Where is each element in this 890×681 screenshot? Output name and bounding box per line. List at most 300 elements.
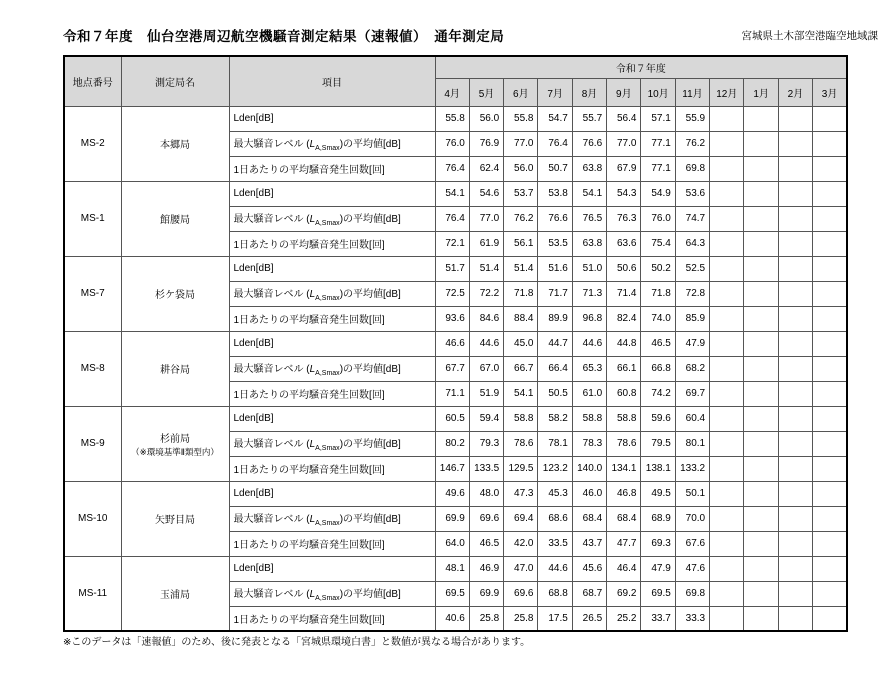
item-label-symbol: L bbox=[309, 289, 316, 300]
value-cell bbox=[744, 156, 778, 181]
value-cell: 70.0 bbox=[675, 506, 709, 531]
value-cell bbox=[744, 131, 778, 156]
item-label-text: Lden[dB] bbox=[233, 263, 274, 274]
value-cell bbox=[744, 231, 778, 256]
item-label-cell bbox=[229, 156, 435, 181]
value-cell: 33.3 bbox=[675, 606, 709, 631]
value-cell: 25.2 bbox=[607, 606, 641, 631]
value-cell: 71.4 bbox=[607, 281, 641, 306]
value-cell: 69.5 bbox=[641, 581, 675, 606]
value-cell: 55.9 bbox=[675, 106, 709, 131]
value-cell bbox=[710, 256, 744, 281]
value-cell: 68.2 bbox=[675, 356, 709, 381]
value-cell: 76.4 bbox=[435, 206, 469, 231]
item-label-cell bbox=[229, 356, 435, 381]
header-month: 5月 bbox=[469, 78, 503, 106]
value-cell bbox=[778, 406, 812, 431]
item-label-cell bbox=[229, 506, 435, 531]
value-cell bbox=[710, 581, 744, 606]
value-cell bbox=[813, 406, 847, 431]
table-row bbox=[64, 181, 847, 206]
value-cell: 77.0 bbox=[504, 131, 538, 156]
item-label-pre: 最大騒音レベル ( bbox=[233, 139, 310, 150]
value-cell: 43.7 bbox=[572, 531, 606, 556]
value-cell bbox=[778, 306, 812, 331]
value-cell: 69.9 bbox=[435, 506, 469, 531]
value-cell: 53.5 bbox=[538, 231, 572, 256]
value-cell: 66.7 bbox=[504, 356, 538, 381]
value-cell: 17.5 bbox=[538, 606, 572, 631]
item-label-cell bbox=[229, 581, 435, 606]
item-label-symbol: L bbox=[309, 214, 316, 225]
value-cell: 123.2 bbox=[538, 456, 572, 481]
item-label-text: Lden[dB] bbox=[233, 563, 274, 574]
item-label-cell bbox=[229, 281, 435, 306]
value-cell: 76.4 bbox=[538, 131, 572, 156]
item-label-pre: 最大騒音レベル ( bbox=[233, 364, 310, 375]
value-cell bbox=[778, 606, 812, 631]
value-cell: 57.1 bbox=[641, 106, 675, 131]
value-cell: 71.8 bbox=[641, 281, 675, 306]
value-cell bbox=[744, 281, 778, 306]
value-cell: 25.8 bbox=[504, 606, 538, 631]
value-cell bbox=[710, 131, 744, 156]
value-cell: 79.5 bbox=[641, 431, 675, 456]
table-row bbox=[64, 481, 847, 506]
value-cell: 71.8 bbox=[504, 281, 538, 306]
value-cell bbox=[744, 531, 778, 556]
item-label-symbol: L bbox=[309, 439, 316, 450]
item-label-post: )の平均値[dB] bbox=[339, 439, 401, 450]
item-label-post: )の平均値[dB] bbox=[339, 514, 401, 525]
value-cell: 72.8 bbox=[675, 281, 709, 306]
value-cell: 47.0 bbox=[504, 556, 538, 581]
value-cell bbox=[710, 331, 744, 356]
value-cell: 76.6 bbox=[572, 131, 606, 156]
table-row bbox=[64, 331, 847, 356]
value-cell: 60.8 bbox=[607, 381, 641, 406]
header-item: 項目 bbox=[229, 56, 435, 106]
value-cell bbox=[710, 181, 744, 206]
value-cell: 67.7 bbox=[435, 356, 469, 381]
value-cell: 54.9 bbox=[641, 181, 675, 206]
value-cell bbox=[744, 556, 778, 581]
value-cell: 60.4 bbox=[675, 406, 709, 431]
value-cell bbox=[710, 106, 744, 131]
header-month: 9月 bbox=[607, 78, 641, 106]
item-label-subscript: A,Smax bbox=[315, 520, 340, 527]
item-label-pre: 最大騒音レベル ( bbox=[233, 589, 310, 600]
station-id-cell: MS-9 bbox=[64, 406, 121, 481]
value-cell: 69.8 bbox=[675, 156, 709, 181]
item-label-subscript: A,Smax bbox=[315, 370, 340, 377]
station-name-cell bbox=[121, 181, 229, 256]
value-cell: 76.2 bbox=[675, 131, 709, 156]
value-cell bbox=[778, 581, 812, 606]
value-cell: 56.0 bbox=[504, 156, 538, 181]
item-label-post: )の平均値[dB] bbox=[339, 289, 401, 300]
value-cell bbox=[744, 406, 778, 431]
header-month: 8月 bbox=[572, 78, 606, 106]
value-cell: 93.6 bbox=[435, 306, 469, 331]
value-cell: 69.2 bbox=[607, 581, 641, 606]
item-label-text: 1日あたりの平均騒音発生回数[回] bbox=[233, 614, 385, 626]
value-cell: 33.5 bbox=[538, 531, 572, 556]
item-label-post: )の平均値[dB] bbox=[339, 139, 401, 150]
value-cell: 96.8 bbox=[572, 306, 606, 331]
value-cell: 76.9 bbox=[469, 131, 503, 156]
station-id-cell: MS-8 bbox=[64, 331, 121, 406]
value-cell: 56.1 bbox=[504, 231, 538, 256]
value-cell bbox=[710, 531, 744, 556]
value-cell bbox=[813, 106, 847, 131]
station-name-line1: 玉浦局 bbox=[160, 589, 190, 601]
value-cell: 53.8 bbox=[538, 181, 572, 206]
value-cell: 50.1 bbox=[675, 481, 709, 506]
value-cell: 46.4 bbox=[607, 556, 641, 581]
value-cell: 133.2 bbox=[675, 456, 709, 481]
item-label-pre: 最大騒音レベル ( bbox=[233, 439, 310, 450]
value-cell: 68.7 bbox=[572, 581, 606, 606]
value-cell: 69.3 bbox=[641, 531, 675, 556]
value-cell: 47.7 bbox=[607, 531, 641, 556]
value-cell bbox=[778, 106, 812, 131]
value-cell bbox=[710, 281, 744, 306]
value-cell: 44.8 bbox=[607, 331, 641, 356]
noise-table bbox=[63, 55, 848, 632]
value-cell bbox=[778, 206, 812, 231]
value-cell: 46.5 bbox=[469, 531, 503, 556]
value-cell: 47.9 bbox=[641, 556, 675, 581]
value-cell: 74.0 bbox=[641, 306, 675, 331]
station-name-line1: 館腰局 bbox=[160, 215, 190, 226]
value-cell: 85.9 bbox=[675, 306, 709, 331]
value-cell bbox=[778, 556, 812, 581]
value-cell bbox=[778, 381, 812, 406]
item-label-cell bbox=[229, 181, 435, 206]
station-name-line1: 杉ケ袋局 bbox=[155, 290, 195, 301]
item-label-symbol: L bbox=[309, 139, 316, 150]
value-cell: 63.8 bbox=[572, 156, 606, 181]
value-cell: 44.6 bbox=[538, 556, 572, 581]
value-cell: 69.6 bbox=[469, 506, 503, 531]
value-cell bbox=[813, 281, 847, 306]
item-label-text: Lden[dB] bbox=[233, 488, 274, 499]
item-label-subscript: A,Smax bbox=[315, 295, 340, 302]
value-cell: 75.4 bbox=[641, 231, 675, 256]
value-cell: 67.6 bbox=[675, 531, 709, 556]
header-point-no: 地点番号 bbox=[64, 56, 121, 106]
value-cell: 76.3 bbox=[607, 206, 641, 231]
value-cell: 77.1 bbox=[641, 156, 675, 181]
value-cell: 46.5 bbox=[641, 331, 675, 356]
value-cell bbox=[778, 506, 812, 531]
value-cell: 54.1 bbox=[572, 181, 606, 206]
value-cell bbox=[778, 131, 812, 156]
item-label-post: )の平均値[dB] bbox=[339, 364, 401, 375]
item-label-text: 1日あたりの平均騒音発生回数[回] bbox=[233, 315, 385, 326]
value-cell bbox=[813, 306, 847, 331]
value-cell: 72.1 bbox=[435, 231, 469, 256]
value-cell: 69.4 bbox=[504, 506, 538, 531]
value-cell: 78.6 bbox=[504, 431, 538, 456]
value-cell: 76.5 bbox=[572, 206, 606, 231]
item-label-post: )の平均値[dB] bbox=[339, 214, 401, 225]
value-cell bbox=[813, 556, 847, 581]
value-cell: 54.7 bbox=[538, 106, 572, 131]
value-cell: 76.2 bbox=[504, 206, 538, 231]
value-cell: 54.1 bbox=[504, 381, 538, 406]
value-cell bbox=[813, 581, 847, 606]
value-cell bbox=[778, 431, 812, 456]
value-cell: 78.6 bbox=[607, 431, 641, 456]
value-cell: 69.5 bbox=[435, 581, 469, 606]
value-cell: 44.6 bbox=[469, 331, 503, 356]
footnote: ※このデータは「速報値」のため、後に発表となる「宮城県環境白書」と数値が異なる場合があります。 bbox=[63, 637, 531, 648]
station-name-line1: 本郷局 bbox=[160, 140, 190, 151]
value-cell: 66.1 bbox=[607, 356, 641, 381]
value-cell: 40.6 bbox=[435, 606, 469, 631]
department-label: 宮城県土木部空港臨空地域課 bbox=[741, 30, 878, 42]
value-cell: 45.0 bbox=[504, 331, 538, 356]
value-cell: 46.0 bbox=[572, 481, 606, 506]
value-cell: 55.8 bbox=[504, 106, 538, 131]
station-id-cell: MS-7 bbox=[64, 256, 121, 331]
value-cell: 77.1 bbox=[641, 131, 675, 156]
value-cell bbox=[744, 581, 778, 606]
value-cell: 46.6 bbox=[435, 331, 469, 356]
value-cell: 72.2 bbox=[469, 281, 503, 306]
item-label-text: 1日あたりの平均騒音発生回数[回] bbox=[233, 165, 385, 176]
value-cell bbox=[710, 306, 744, 331]
value-cell bbox=[710, 606, 744, 631]
value-cell: 51.7 bbox=[435, 256, 469, 281]
value-cell bbox=[744, 256, 778, 281]
value-cell: 62.4 bbox=[469, 156, 503, 181]
value-cell: 44.6 bbox=[572, 331, 606, 356]
item-label-cell bbox=[229, 406, 435, 431]
value-cell: 59.4 bbox=[469, 406, 503, 431]
item-label-pre: 最大騒音レベル ( bbox=[233, 514, 310, 525]
value-cell bbox=[778, 181, 812, 206]
value-cell bbox=[744, 606, 778, 631]
value-cell bbox=[710, 556, 744, 581]
value-cell: 69.9 bbox=[469, 581, 503, 606]
item-label-text: 1日あたりの平均騒音発生回数[回] bbox=[233, 390, 385, 401]
value-cell: 51.4 bbox=[504, 256, 538, 281]
value-cell: 68.9 bbox=[641, 506, 675, 531]
table-row bbox=[64, 556, 847, 581]
value-cell: 64.0 bbox=[435, 531, 469, 556]
value-cell: 88.4 bbox=[504, 306, 538, 331]
value-cell: 56.4 bbox=[607, 106, 641, 131]
station-name-cell bbox=[121, 106, 229, 181]
value-cell bbox=[744, 481, 778, 506]
station-id-cell: MS-11 bbox=[64, 556, 121, 631]
value-cell bbox=[813, 156, 847, 181]
value-cell: 76.0 bbox=[641, 206, 675, 231]
item-label-post: )の平均値[dB] bbox=[339, 589, 401, 600]
value-cell: 51.4 bbox=[469, 256, 503, 281]
value-cell: 61.9 bbox=[469, 231, 503, 256]
value-cell: 55.7 bbox=[572, 106, 606, 131]
value-cell bbox=[813, 381, 847, 406]
page-title: 令和７年度 仙台空港周辺航空機騒音測定結果（速報値） 通年測定局 bbox=[63, 29, 505, 44]
station-name-cell bbox=[121, 256, 229, 331]
value-cell bbox=[710, 231, 744, 256]
item-label-text: Lden[dB] bbox=[233, 113, 274, 124]
item-label-cell bbox=[229, 381, 435, 406]
station-name-cell bbox=[121, 481, 229, 556]
header-month: 1月 bbox=[744, 78, 778, 106]
item-label-text: Lden[dB] bbox=[233, 338, 274, 349]
noise-table-container bbox=[63, 55, 848, 632]
value-cell bbox=[710, 156, 744, 181]
value-cell: 49.6 bbox=[435, 481, 469, 506]
item-label-cell bbox=[229, 256, 435, 281]
value-cell: 77.0 bbox=[469, 206, 503, 231]
value-cell bbox=[813, 356, 847, 381]
item-label-cell bbox=[229, 331, 435, 356]
value-cell: 76.0 bbox=[435, 131, 469, 156]
value-cell: 50.6 bbox=[607, 256, 641, 281]
value-cell bbox=[778, 256, 812, 281]
value-cell: 82.4 bbox=[607, 306, 641, 331]
value-cell: 26.5 bbox=[572, 606, 606, 631]
value-cell: 76.4 bbox=[435, 156, 469, 181]
value-cell bbox=[744, 431, 778, 456]
item-label-text: 1日あたりの平均騒音発生回数[回] bbox=[233, 540, 385, 551]
header-month: 4月 bbox=[435, 78, 469, 106]
value-cell: 72.5 bbox=[435, 281, 469, 306]
value-cell: 76.6 bbox=[538, 206, 572, 231]
value-cell: 69.7 bbox=[675, 381, 709, 406]
item-label-subscript: A,Smax bbox=[315, 445, 340, 452]
value-cell bbox=[710, 431, 744, 456]
value-cell bbox=[744, 206, 778, 231]
station-name-cell bbox=[121, 331, 229, 406]
value-cell bbox=[813, 256, 847, 281]
value-cell bbox=[813, 481, 847, 506]
station-id-cell: MS-10 bbox=[64, 481, 121, 556]
header-month: 11月 bbox=[675, 78, 709, 106]
value-cell bbox=[710, 206, 744, 231]
station-name-line1: 杉前局 bbox=[160, 433, 190, 445]
item-label-pre: 最大騒音レベル ( bbox=[233, 289, 310, 300]
value-cell: 68.4 bbox=[607, 506, 641, 531]
item-label-symbol: L bbox=[309, 514, 316, 525]
value-cell: 146.7 bbox=[435, 456, 469, 481]
value-cell: 138.1 bbox=[641, 456, 675, 481]
value-cell: 71.3 bbox=[572, 281, 606, 306]
value-cell: 48.1 bbox=[435, 556, 469, 581]
value-cell: 89.9 bbox=[538, 306, 572, 331]
value-cell: 45.6 bbox=[572, 556, 606, 581]
value-cell bbox=[710, 406, 744, 431]
item-label-text: Lden[dB] bbox=[233, 413, 274, 424]
value-cell: 84.6 bbox=[469, 306, 503, 331]
value-cell bbox=[710, 506, 744, 531]
value-cell: 68.6 bbox=[538, 506, 572, 531]
header-month: 7月 bbox=[538, 78, 572, 106]
value-cell bbox=[813, 131, 847, 156]
value-cell: 56.0 bbox=[469, 106, 503, 131]
value-cell: 50.5 bbox=[538, 381, 572, 406]
station-id-cell: MS-1 bbox=[64, 181, 121, 256]
value-cell: 42.0 bbox=[504, 531, 538, 556]
value-cell bbox=[744, 181, 778, 206]
value-cell bbox=[710, 481, 744, 506]
header-fiscal-year: 令和７年度 bbox=[435, 56, 847, 78]
value-cell: 65.3 bbox=[572, 356, 606, 381]
value-cell bbox=[710, 381, 744, 406]
value-cell: 61.0 bbox=[572, 381, 606, 406]
value-cell: 78.3 bbox=[572, 431, 606, 456]
value-cell: 66.8 bbox=[641, 356, 675, 381]
value-cell: 78.1 bbox=[538, 431, 572, 456]
value-cell: 54.1 bbox=[435, 181, 469, 206]
value-cell: 51.9 bbox=[469, 381, 503, 406]
value-cell: 50.2 bbox=[641, 256, 675, 281]
value-cell: 74.7 bbox=[675, 206, 709, 231]
item-label-cell bbox=[229, 456, 435, 481]
station-name-line2: （※環境基準Ⅱ類型内） bbox=[131, 446, 219, 457]
value-cell: 47.3 bbox=[504, 481, 538, 506]
value-cell: 68.8 bbox=[538, 581, 572, 606]
value-cell bbox=[778, 231, 812, 256]
value-cell: 53.6 bbox=[675, 181, 709, 206]
value-cell: 69.8 bbox=[675, 581, 709, 606]
item-label-subscript: A,Smax bbox=[315, 145, 340, 152]
value-cell: 58.2 bbox=[538, 406, 572, 431]
value-cell: 50.7 bbox=[538, 156, 572, 181]
value-cell bbox=[744, 331, 778, 356]
item-label-text: Lden[dB] bbox=[233, 188, 274, 199]
value-cell: 51.0 bbox=[572, 256, 606, 281]
value-cell: 52.5 bbox=[675, 256, 709, 281]
item-label-cell bbox=[229, 206, 435, 231]
value-cell bbox=[778, 481, 812, 506]
value-cell: 45.3 bbox=[538, 481, 572, 506]
value-cell bbox=[710, 356, 744, 381]
value-cell: 134.1 bbox=[607, 456, 641, 481]
value-cell: 60.5 bbox=[435, 406, 469, 431]
value-cell: 64.3 bbox=[675, 231, 709, 256]
item-label-cell bbox=[229, 606, 435, 631]
value-cell: 55.8 bbox=[435, 106, 469, 131]
item-label-subscript: A,Smax bbox=[315, 595, 340, 602]
value-cell bbox=[744, 456, 778, 481]
value-cell bbox=[778, 456, 812, 481]
header-month: 2月 bbox=[778, 78, 812, 106]
value-cell bbox=[778, 156, 812, 181]
item-label-symbol: L bbox=[309, 589, 316, 600]
value-cell bbox=[813, 231, 847, 256]
value-cell: 44.7 bbox=[538, 331, 572, 356]
value-cell: 80.2 bbox=[435, 431, 469, 456]
station-name-cell bbox=[121, 556, 229, 631]
item-label-cell bbox=[229, 306, 435, 331]
value-cell: 58.8 bbox=[572, 406, 606, 431]
item-label-cell bbox=[229, 131, 435, 156]
item-label-cell bbox=[229, 481, 435, 506]
value-cell bbox=[710, 456, 744, 481]
table-row bbox=[64, 106, 847, 131]
value-cell: 58.8 bbox=[504, 406, 538, 431]
value-cell: 59.6 bbox=[641, 406, 675, 431]
value-cell bbox=[778, 331, 812, 356]
value-cell: 80.1 bbox=[675, 431, 709, 456]
